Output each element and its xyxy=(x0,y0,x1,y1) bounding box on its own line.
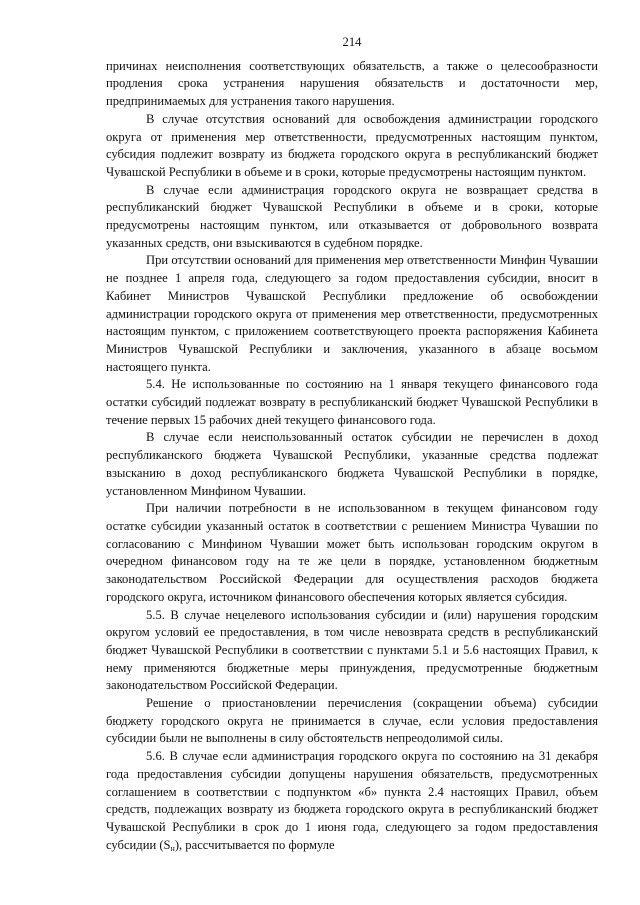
paragraph-continuation: причинах неисполнения соответствующих обязательств, а также о целесообразности продления срока устранения нарушения обязательств и достаточности мер, предпринимаемых для устранения такого нарушения. xyxy=(106,58,598,109)
paragraph-5-6-text: 5.6. В случае если администрация городского округа по состоянию на 31 декабря года предоставления субсидии допущены нарушения обязательств, предусмотренных соглашением в соответствии с подпунктом «б» пункта 2.4 настоящих Правил, объем средств, подлежащих возврату из бюджета городского округа в республиканский бюджет Чувашской Республики в срок до 1 июня года, следующего за годом предоставления субсидии (S xyxy=(106,749,598,852)
formula-subscript: н xyxy=(170,843,175,853)
paragraph-5-4: 5.4. Не использованные по состоянию на 1 января текущего финансового года остатки субсидий подлежат возврату в республиканский бюджет Чувашской Республики в течение первых 15 рабочих дней текущего финансового года. xyxy=(106,377,598,427)
paragraph: При наличии потребности в не использованном в текущем финансовом году остатке субсидии указанный остаток в соответствии с решением Министра Чувашии по согласованию с Минфином Чувашии может быть использован городским округом в очередном финансовом году на те же цели в порядке, установленном бюджетным законодательством Российской Федерации для осуществления расходов бюджета городского округа, источником финансового обеспечения которых является субсидия. xyxy=(106,501,598,604)
paragraph: Решение о приостановлении перечисления (сокращении объема) субсидии бюджету городского округа не принимается в случае, если условия предоставления субсидии были не выполнены в силу обстоятельств непреодолимой силы. xyxy=(106,696,598,746)
paragraph-5-5: 5.5. В случае нецелевого использования субсидии и (или) нарушения городским округом условий ее предоставления, в том числе невозврата средств в республиканский бюджет Чувашской Республики в соответствии с пунктами 5.1 и 5.6 настоящих Правил, к нему применяются бюджетные меры принуждения, предусмотренные бюджетным законодательством Российской Федерации. xyxy=(106,607,598,693)
paragraph: При отсутствии оснований для применения мер ответственности Минфин Чувашии не позднее 1 апреля года, следующего за годом предоставления субсидии, вносит в Кабинет Министров Чувашской Республики предложение об освобождении администрации городского округа от применения мер ответственности, предусмотренных настоящим пунктом, с приложением соответствующего проекта распоряжения Кабинета Министров Чувашской Республики и заключения, указанного в абзаце восьмом настоящего пункта. xyxy=(106,253,598,374)
paragraph: В случае если администрация городского округа не возвращает средства в республиканский бюджет Чувашской Республики в объеме и в сроки, которые предусмотрены настоящим пунктом, или отказывается от добровольного возврата указанных средств, они взыскиваются в судебном порядке. xyxy=(106,182,598,250)
paragraph-5-6 xyxy=(106,748,598,854)
paragraph: В случае если неиспользованный остаток субсидии не перечислен в доход республиканского бюджета Чувашской Республики, указанные средства подлежат взысканию в доход республиканского бюджета Чувашской Республики в порядке, установленном Минфином Чувашии. xyxy=(106,430,598,498)
page-number: 214 xyxy=(342,35,362,49)
paragraph-5-6-tail: ), рассчитывается по формуле xyxy=(174,837,335,852)
paragraph: В случае отсутствия оснований для освобождения администрации городского округа от применения мер ответственности, предусмотренных настоящим пунктом, субсидия подлежит возврату из бюджета городского округа в республиканский бюджет Чувашской Республики в объеме и в сроки, которые предусмотрены настоящим пунктом. xyxy=(106,111,598,179)
document-page xyxy=(106,34,598,854)
